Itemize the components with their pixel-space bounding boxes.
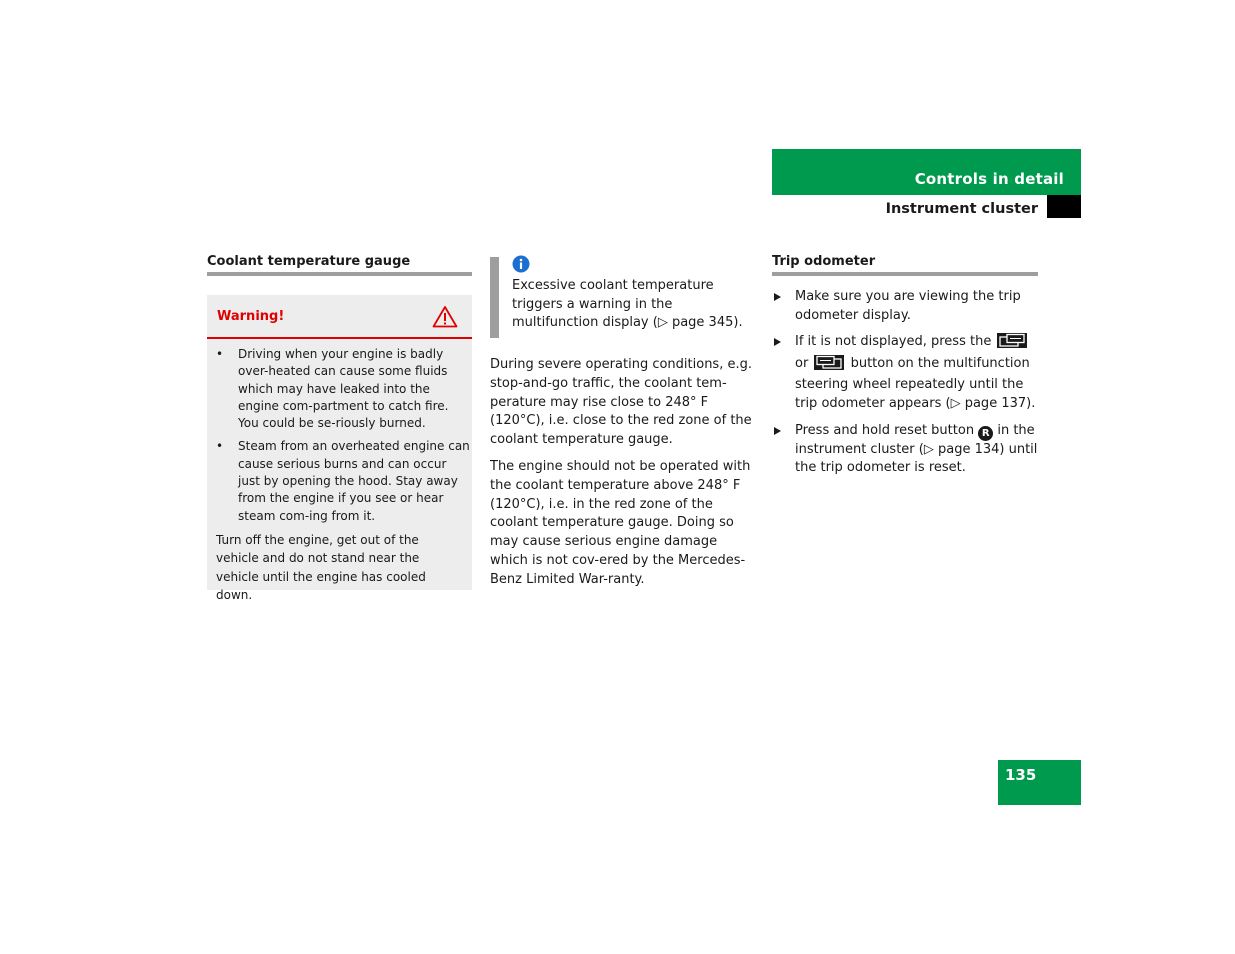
warning-note: Turn off the engine, get out of the vehicle and do not stand near the vehicle until the engine has cooled down. [216,532,426,603]
section-marker [1047,195,1081,218]
warning-list [207,346,472,525]
coolant-heading: Coolant temperature gauge [207,254,472,276]
page-number: 135 [1005,766,1037,784]
info-icon [512,255,530,277]
page-number-tab [998,760,1081,805]
display-forward-icon [997,333,1027,355]
display-back-icon [814,355,844,377]
section-title: Instrument cluster [885,201,1038,217]
body-paragraph: The engine should not be operated with the coolant temperature above 248° F (120°C), i.e. in the red zone of the coolant temperature gauge. Doing so may cause serious engine damage which is not cov-ered by the Mercedes-Benz Limited War-ranty. [490,458,751,587]
warning-bullet: • Steam from an overheated engine can cause serious burns and can occur just by opening the hood. Stay away from the engine if you see or hear steam com-ing from it. [207,438,472,524]
info-text: Excessive coolant temperature triggers a warning in the multifunction display (▷ page 345). [512,278,743,331]
trip-heading: Trip odometer [772,254,1038,276]
warning-label: Warning! [217,309,285,324]
trip-step: If it is not displayed, press the or button on the multifunction steering wheel repeatedly until the trip odometer appears (▷ page 137). [772,333,1042,413]
chapter-title: Controls in detail [914,170,1064,188]
chapter-header-bar [772,149,1081,195]
warning-triangle-icon [432,305,458,332]
warning-header [207,295,472,339]
warning-box [207,295,472,603]
trip-step: Press and hold reset button R in the instrument cluster (▷ page 134) until the trip odometer is reset. [772,422,1042,478]
info-sidebar [490,257,499,338]
reset-button-icon: R [978,426,993,441]
warning-bullet: • Driving when your engine is badly over-heated can cause some fluids which may have leaked into the engine com-partment to catch fire. You could be se-riously burned. [207,346,472,432]
trip-step: Make sure you are viewing the trip odometer display. [772,288,1042,325]
coolant-body [490,356,755,598]
trip-steps [772,288,1042,486]
body-paragraph: During severe operating conditions, e.g. stop-and-go traffic, the coolant tem-perature may rise close to 248° F (120°C), i.e. close to the red zone of the coolant temperature gauge. [490,357,752,448]
